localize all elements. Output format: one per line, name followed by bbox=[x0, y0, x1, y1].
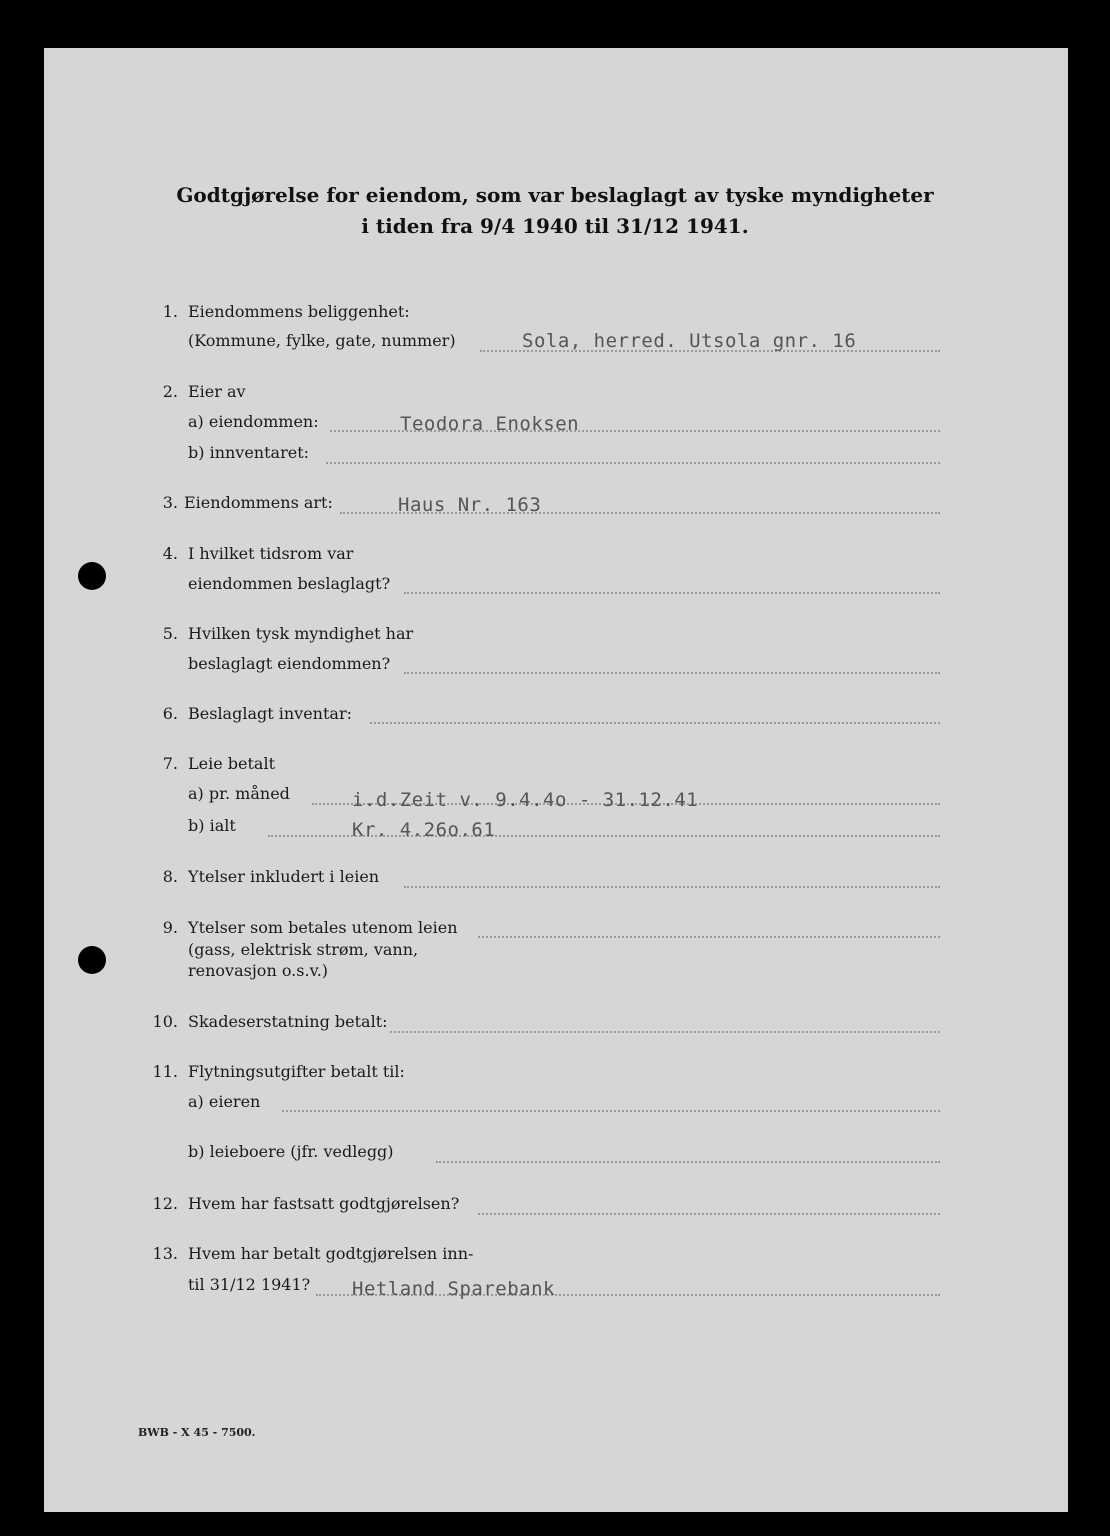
label: b) ialt bbox=[188, 816, 236, 835]
label: til 31/12 1941? bbox=[188, 1275, 311, 1294]
fill-line bbox=[436, 1161, 940, 1163]
rent-monthly-value: i.d.Zeit v. 9.4.4o - 31.12.41 bbox=[352, 789, 699, 811]
label: a) eieren bbox=[188, 1092, 261, 1111]
fill-line bbox=[404, 592, 940, 594]
label: Hvem har fastsatt godtgjørelsen? bbox=[188, 1194, 460, 1213]
fill-line bbox=[404, 886, 940, 888]
payer-value: Hetland Sparebank bbox=[352, 1278, 555, 1300]
item-number: 12. bbox=[152, 1194, 178, 1213]
label: Eiendommens art: bbox=[184, 493, 333, 512]
label: Skadeserstatning betalt: bbox=[188, 1012, 388, 1031]
label: Leie betalt bbox=[188, 754, 275, 773]
form-title-line-2: i tiden fra 9/4 1940 til 31/12 1941. bbox=[361, 214, 749, 238]
label: Beslaglagt inventar: bbox=[188, 704, 352, 723]
label: Eiendommens beliggenhet: bbox=[188, 302, 410, 321]
item-number: 9. bbox=[162, 918, 178, 937]
item-number: 10. bbox=[152, 1012, 178, 1031]
item-number: 8. bbox=[162, 867, 178, 886]
fill-line bbox=[370, 722, 940, 724]
punch-hole bbox=[78, 946, 106, 974]
rent-total-value: Kr. 4.26o.61 bbox=[352, 819, 496, 841]
property-type-value: Haus Nr. 163 bbox=[398, 494, 542, 516]
label: (Kommune, fylke, gate, nummer) bbox=[188, 331, 456, 350]
label: beslaglagt eiendommen? bbox=[188, 654, 391, 673]
item-number: 11. bbox=[152, 1062, 178, 1081]
item-number: 5. bbox=[162, 624, 178, 643]
item-number: 13. bbox=[152, 1244, 178, 1263]
fill-line bbox=[478, 1213, 940, 1215]
label: Ytelser som betales utenom leien bbox=[188, 918, 458, 937]
owner-value: Teodora Enoksen bbox=[400, 413, 580, 435]
label: b) innventaret: bbox=[188, 443, 310, 462]
label: Ytelser inkludert i leien bbox=[188, 867, 380, 886]
form-title-line-1: Godtgjørelse for eiendom, som var beslaglagt av tyske myndigheter bbox=[176, 183, 934, 207]
item-number: 4. bbox=[162, 544, 178, 563]
label: a) eiendommen: bbox=[188, 412, 319, 431]
print-code: BWB - X 45 - 7500. bbox=[138, 1426, 256, 1439]
item-number: 3. bbox=[162, 493, 178, 512]
label: Eier av bbox=[188, 382, 246, 401]
label: Hvem har betalt godtgjørelsen inn- bbox=[188, 1244, 474, 1263]
punch-hole bbox=[78, 562, 106, 590]
item-number: 2. bbox=[162, 382, 178, 401]
fill-line bbox=[326, 462, 940, 464]
item-number: 1. bbox=[162, 302, 178, 321]
item-number: 7. bbox=[162, 754, 178, 773]
label: a) pr. måned bbox=[188, 784, 290, 803]
label: Hvilken tysk myndighet har bbox=[188, 624, 414, 643]
label: (gass, elektrisk strøm, vann, bbox=[188, 940, 419, 959]
fill-line bbox=[478, 936, 940, 938]
label: Flytningsutgifter betalt til: bbox=[188, 1062, 405, 1081]
label: I hvilket tidsrom var bbox=[188, 544, 354, 563]
location-value: Sola, herred. Utsola gnr. 16 bbox=[522, 330, 857, 352]
label: renovasjon o.s.v.) bbox=[188, 961, 329, 980]
fill-line bbox=[282, 1110, 940, 1112]
fill-line bbox=[390, 1031, 940, 1033]
item-number: 6. bbox=[162, 704, 178, 723]
fill-line bbox=[404, 672, 940, 674]
label: eiendommen beslaglagt? bbox=[188, 574, 391, 593]
label: b) leieboere (jfr. vedlegg) bbox=[188, 1142, 394, 1161]
